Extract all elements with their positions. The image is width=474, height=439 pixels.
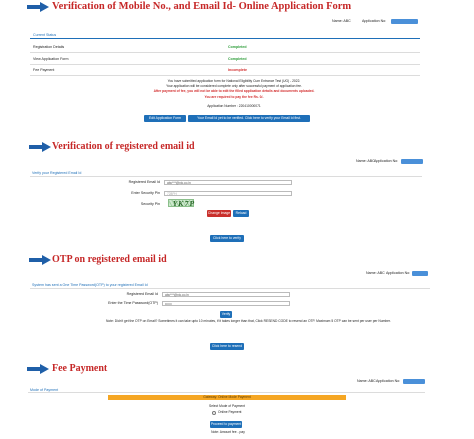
row-view-form-label: View Application Form	[33, 57, 69, 61]
row-registration-status: Completed	[228, 45, 247, 49]
divider	[30, 75, 420, 76]
security-label: Enter Security Pin	[131, 191, 160, 195]
edit-application-button[interactable]: Edit Application Form	[144, 115, 186, 122]
application-no-badge	[403, 379, 425, 384]
payment-banner	[108, 395, 346, 400]
otp-input[interactable]: ••••••	[162, 301, 290, 306]
security-pin-input[interactable]: 728PH	[164, 191, 292, 196]
arrow-right-icon	[27, 364, 49, 374]
otp-label: Enter the Time Password(OTP)	[108, 301, 158, 305]
email-field: abc***@nic.co.in	[164, 180, 292, 185]
reload-button[interactable]: Reload	[233, 210, 249, 217]
application-no-badge	[391, 19, 418, 24]
info-line-5: Application Number : 220410000071	[207, 104, 261, 108]
captcha-text: YK7P	[173, 200, 196, 208]
mode-of-payment-label: Mode of Payment	[30, 388, 59, 392]
application-no-badge	[412, 271, 428, 276]
arrow-right-icon	[27, 2, 49, 12]
change-image-button[interactable]: Change Image	[207, 211, 231, 215]
verify-email-button[interactable]: Your Email Id yet to be verified. Click here to verify your Email Id first.	[188, 115, 310, 122]
divider	[30, 288, 430, 289]
select-mode-label: Select Mode of Payment	[209, 404, 245, 408]
proceed-payment-button[interactable]: Proceed to payment	[210, 422, 242, 426]
payment-note: Note: Amount fee - pay	[211, 430, 245, 434]
divider	[30, 38, 420, 39]
arrow-right-icon	[29, 142, 51, 152]
application-no-label: Application No:	[376, 379, 401, 383]
current-status-heading: Current Status	[33, 33, 57, 37]
row-registration-label: Registration Details	[33, 45, 65, 49]
otp-verify-button[interactable]: Verify	[221, 312, 231, 316]
info-line-1: You have submitted application form for National Eligibility Cum Entrance Test (UG) - 2022.	[167, 79, 301, 83]
name-label: Name: ABC	[356, 159, 375, 163]
info-line-2: Your application will be considered complete only after successful payment of application fee.	[166, 84, 302, 88]
captcha-image	[168, 199, 194, 207]
otp-subtitle: System has sent a One Time Password(OTP) to your registered Email Id	[32, 283, 148, 287]
application-no-label: Application No:	[386, 271, 411, 275]
otp-email-label: Registered Email Id	[126, 292, 158, 296]
otp-note: Note: Didn't get the OTP on Email? Sometimes it can take upto 10 minutes, if it takes longer than that, Click RESEND CODE to resend an OTP. Maximum 5 OTP can be sent per user per Number.	[106, 319, 391, 323]
click-to-verify-button[interactable]: Click here to verify	[210, 235, 244, 242]
name-label: Name: ABC	[332, 19, 351, 23]
info-line-3: After payment of fee, you will not be able to edit the filled application details and documents uploaded.	[153, 89, 315, 93]
application-no-label: Application No:	[362, 19, 387, 23]
divider	[30, 64, 420, 65]
row-fee-label: Fee Payment	[33, 68, 55, 72]
row-view-form-status: Completed	[228, 57, 247, 61]
payment-banner-text: Gateway: Online Mode Payment	[203, 395, 251, 399]
section3-title: OTP on registered email id	[52, 254, 167, 265]
section1-title: Verification of Mobile No., and Email Id- Online Application Form	[52, 1, 352, 12]
arrow-right-icon	[29, 255, 51, 265]
online-payment-option: Online Payment	[218, 410, 242, 414]
application-no-label: Application No:	[374, 159, 399, 163]
name-label: Name: ABC	[366, 271, 385, 275]
divider	[30, 52, 420, 53]
email-label: Registered Email Id	[128, 180, 160, 184]
verify-email-subtitle: Verify your Registered Email Id	[32, 171, 82, 175]
name-label: Name: ABC	[357, 379, 376, 383]
online-payment-radio[interactable]	[212, 411, 216, 415]
click-to-resend-button[interactable]: Click here to resend	[211, 344, 243, 348]
divider	[28, 392, 425, 393]
section2-title: Verification of registered email id	[52, 141, 195, 152]
divider	[30, 176, 422, 177]
application-no-badge	[401, 159, 423, 164]
info-line-4: You are required to pay the fee Rs. 0/-	[204, 95, 264, 99]
row-fee-status: Incomplete	[228, 68, 247, 72]
otp-email-field: abc***@nic.co.in	[162, 292, 290, 297]
section4-title: Fee Payment	[52, 363, 108, 374]
security-pin-label: Security Pin	[140, 202, 160, 206]
